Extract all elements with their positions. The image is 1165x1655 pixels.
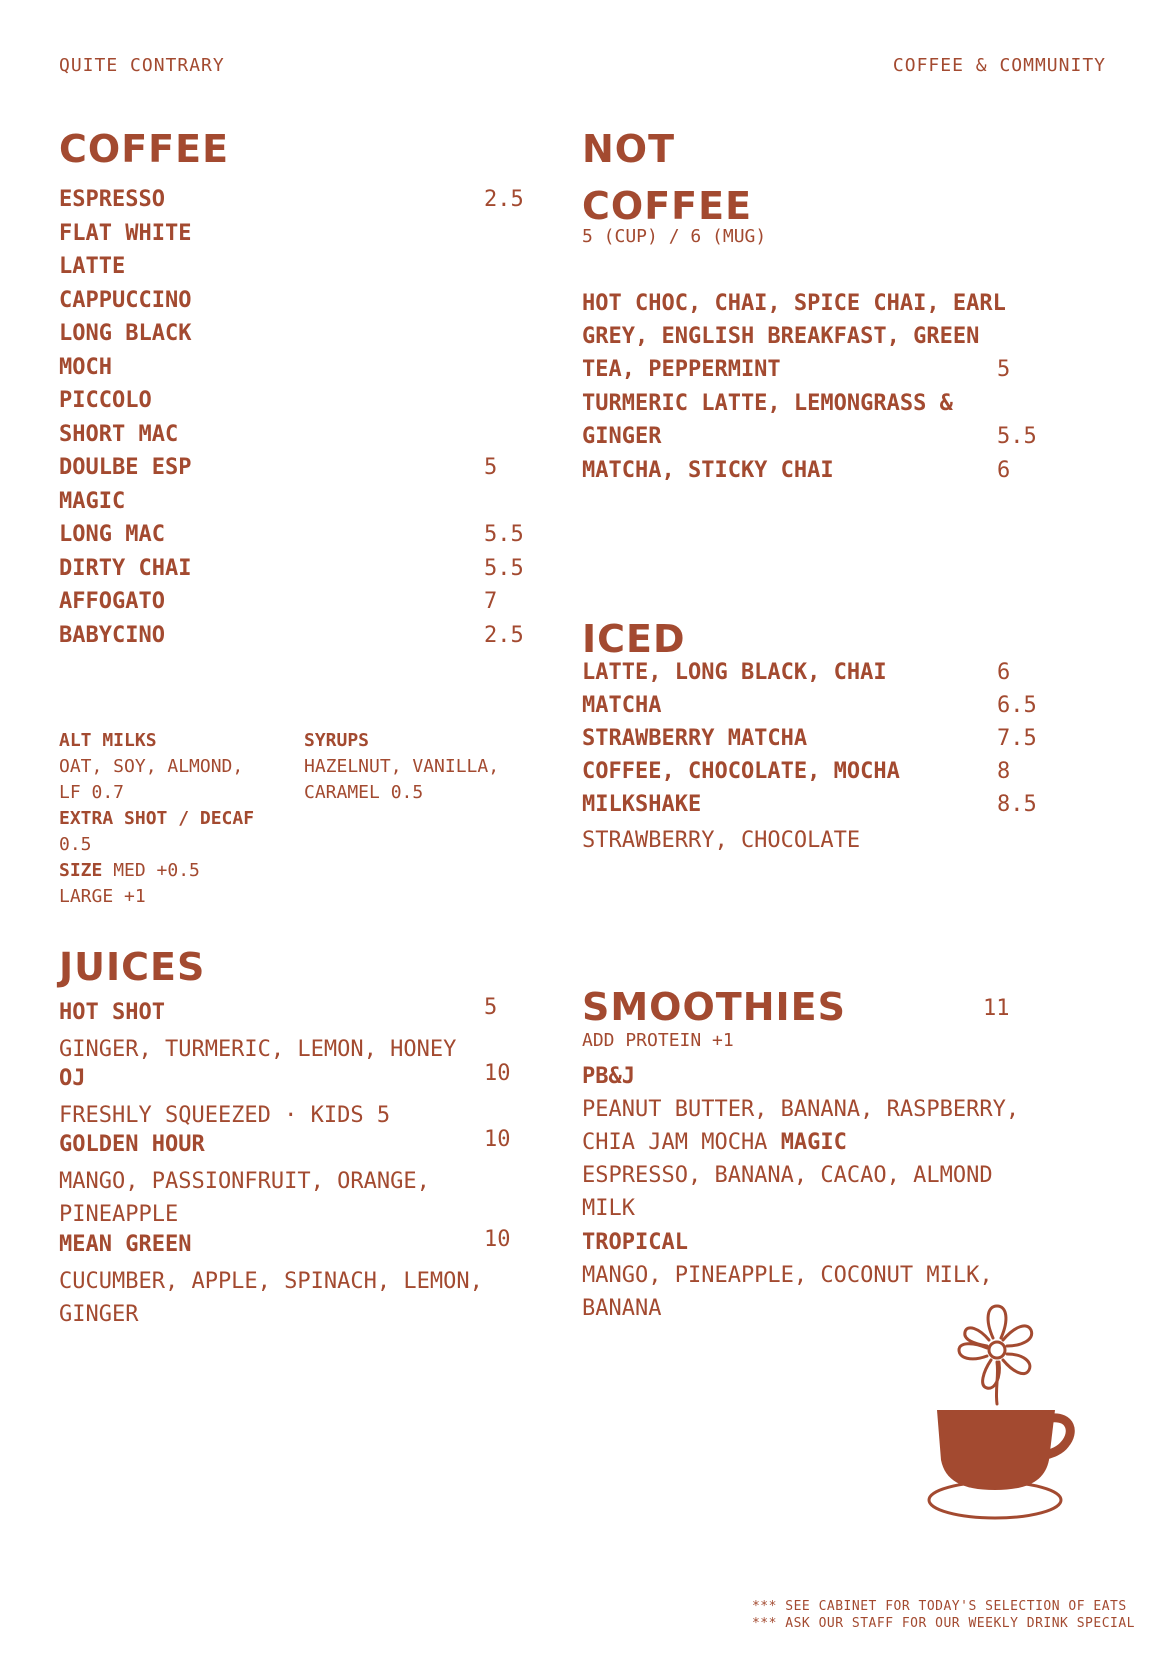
flower-cup-icon xyxy=(915,1300,1075,1525)
iced-item-price: 8.5 xyxy=(997,792,1037,817)
coffee-item-name: ESPRESSO xyxy=(59,187,165,212)
smoothies-price: 11 xyxy=(983,996,1010,1021)
iced-title: ICED xyxy=(582,617,686,661)
juice-item-price: 10 xyxy=(484,1127,511,1152)
syrups-label: SYRUPS xyxy=(304,730,370,751)
juice-item-desc: GINGER, TURMERIC, LEMON, HONEY xyxy=(59,1037,457,1062)
coffee-item-name: MOCH xyxy=(59,354,112,380)
juice-item-price: 10 xyxy=(484,1227,511,1252)
juice-item-price: 10 xyxy=(484,1061,511,1086)
iced-item-price: 6.5 xyxy=(997,693,1037,718)
coffee-item-price: 5.5 xyxy=(484,555,524,581)
footer-note-1: *** SEE CABINET FOR TODAY'S SELECTION OF EATS xyxy=(751,1599,1127,1614)
iced-item-name: MATCHA xyxy=(582,693,662,718)
coffee-item-price: 2.5 xyxy=(484,622,524,648)
juice-item-name: MEAN GREEN xyxy=(59,1232,192,1257)
juice-item-desc: CUCUMBER, APPLE, SPINACH, LEMON, GINGER xyxy=(59,1269,483,1327)
coffee-item-name: LATTE xyxy=(59,254,126,279)
size-med: MED +0.5 xyxy=(113,860,200,881)
juice-item-desc: FRESHLY SQUEEZED · KIDS 5 xyxy=(59,1103,391,1128)
juice-item-price: 5 xyxy=(484,995,498,1020)
coffee-item-name: DOULBE ESP xyxy=(59,455,192,480)
tropical-name: TROPICAL xyxy=(582,1230,688,1255)
coffee-title: COFFEE xyxy=(59,127,230,171)
not-coffee-title-1: NOT xyxy=(582,127,676,171)
milkshake-flavours: STRAWBERRY, CHOCOLATE xyxy=(582,828,861,853)
alt-milks-text: OAT, SOY, ALMOND, LF 0.7 xyxy=(59,756,244,803)
footer-note-2: *** ASK OUR STAFF FOR OUR WEEKLY DRINK SPECIAL xyxy=(751,1616,1135,1631)
coffee-item-name: CAPPUCCINO xyxy=(59,287,192,313)
not-coffee-item-3: MATCHA, STICKY CHAI xyxy=(582,458,834,483)
juice-item-name: GOLDEN HOUR xyxy=(59,1132,205,1157)
tagline: COFFEE & COMMUNITY xyxy=(892,55,1106,76)
iced-item-name: MILKSHAKE xyxy=(582,792,702,817)
not-coffee-item-2: TURMERIC LATTE, LEMONGRASS & GINGER xyxy=(582,391,953,449)
pbj-desc-block xyxy=(582,1093,1052,1159)
magic-desc: ESPRESSO, BANANA, CACAO, ALMOND MILK xyxy=(582,1163,993,1221)
coffee-item-name: LONG BLACK xyxy=(59,321,192,346)
coffee-item-name: AFFOGATO xyxy=(59,589,165,614)
not-coffee-title-2: COFFEE xyxy=(582,184,753,228)
footer-notes xyxy=(752,1598,1135,1632)
not-coffee-price-3: 6 xyxy=(997,458,1011,483)
juice-item-name: HOT SHOT xyxy=(59,1000,165,1025)
brand-name: QUITE CONTRARY xyxy=(59,55,225,76)
coffee-item-name: SHORT MAC xyxy=(59,421,179,447)
coffee-item-price: 5.5 xyxy=(484,522,524,547)
extras-right xyxy=(304,728,534,806)
not-coffee-subtitle: 5 (CUP) / 6 (MUG) xyxy=(582,226,767,247)
iced-item-price: 7.5 xyxy=(997,726,1037,751)
smoothies-subtitle: ADD PROTEIN +1 xyxy=(582,1030,734,1051)
coffee-item-name: MAGIC xyxy=(59,488,126,514)
not-coffee-item-1: HOT CHOC, CHAI, SPICE CHAI, EARL GREY, ENGLISH BREAKFAST, GREEN TEA, PEPPERMINT xyxy=(582,291,1006,382)
coffee-item-price: 2.5 xyxy=(484,187,524,212)
coffee-item-name: LONG MAC xyxy=(59,522,165,547)
iced-item-name: LATTE, LONG BLACK, CHAI xyxy=(582,660,887,685)
iced-item-price: 6 xyxy=(997,660,1011,685)
extra-shot-price: 0.5 xyxy=(59,834,92,855)
alt-milks-label: ALT MILKS xyxy=(59,730,157,751)
smoothies-title: SMOOTHIES xyxy=(582,985,846,1029)
coffee-item-price: 7 xyxy=(484,589,498,614)
coffee-item-name: DIRTY CHAI xyxy=(59,555,192,581)
pbj-desc: PEANUT BUTTER, BANANA, RASPBERRY, CHIA JAM MOCHA xyxy=(582,1097,1020,1155)
juice-item-name: OJ xyxy=(59,1066,86,1091)
coffee-item-price: 5 xyxy=(484,455,498,480)
magic-name: MAGIC xyxy=(780,1130,847,1155)
coffee-item-name: FLAT WHITE xyxy=(59,220,192,246)
juices-title: JUICES xyxy=(59,945,206,989)
syrups-text: HAZELNUT, VANILLA, CARAMEL 0.5 xyxy=(304,756,500,803)
juice-item-desc: MANGO, PASSIONFRUIT, ORANGE, PINEAPPLE xyxy=(59,1169,430,1227)
iced-item-name: COFFEE, CHOCOLATE, MOCHA xyxy=(582,759,900,784)
extra-shot-line xyxy=(59,806,274,858)
coffee-item-name: PICCOLO xyxy=(59,388,152,413)
not-coffee-price-2: 5.5 xyxy=(997,424,1037,449)
coffee-item-name: BABYCINO xyxy=(59,622,165,648)
extra-shot-label: EXTRA SHOT / DECAF xyxy=(59,808,255,829)
size-large: LARGE +1 xyxy=(59,886,146,907)
size-line xyxy=(59,858,274,884)
tropical-desc: MANGO, PINEAPPLE, COCONUT MILK, BANANA xyxy=(582,1263,993,1321)
iced-item-name: STRAWBERRY MATCHA xyxy=(582,726,808,751)
not-coffee-price-1: 5 xyxy=(997,357,1011,382)
extras-left xyxy=(59,728,274,910)
pbj-name: PB&J xyxy=(582,1064,635,1089)
size-label: SIZE xyxy=(59,860,103,881)
iced-item-price: 8 xyxy=(997,759,1011,784)
